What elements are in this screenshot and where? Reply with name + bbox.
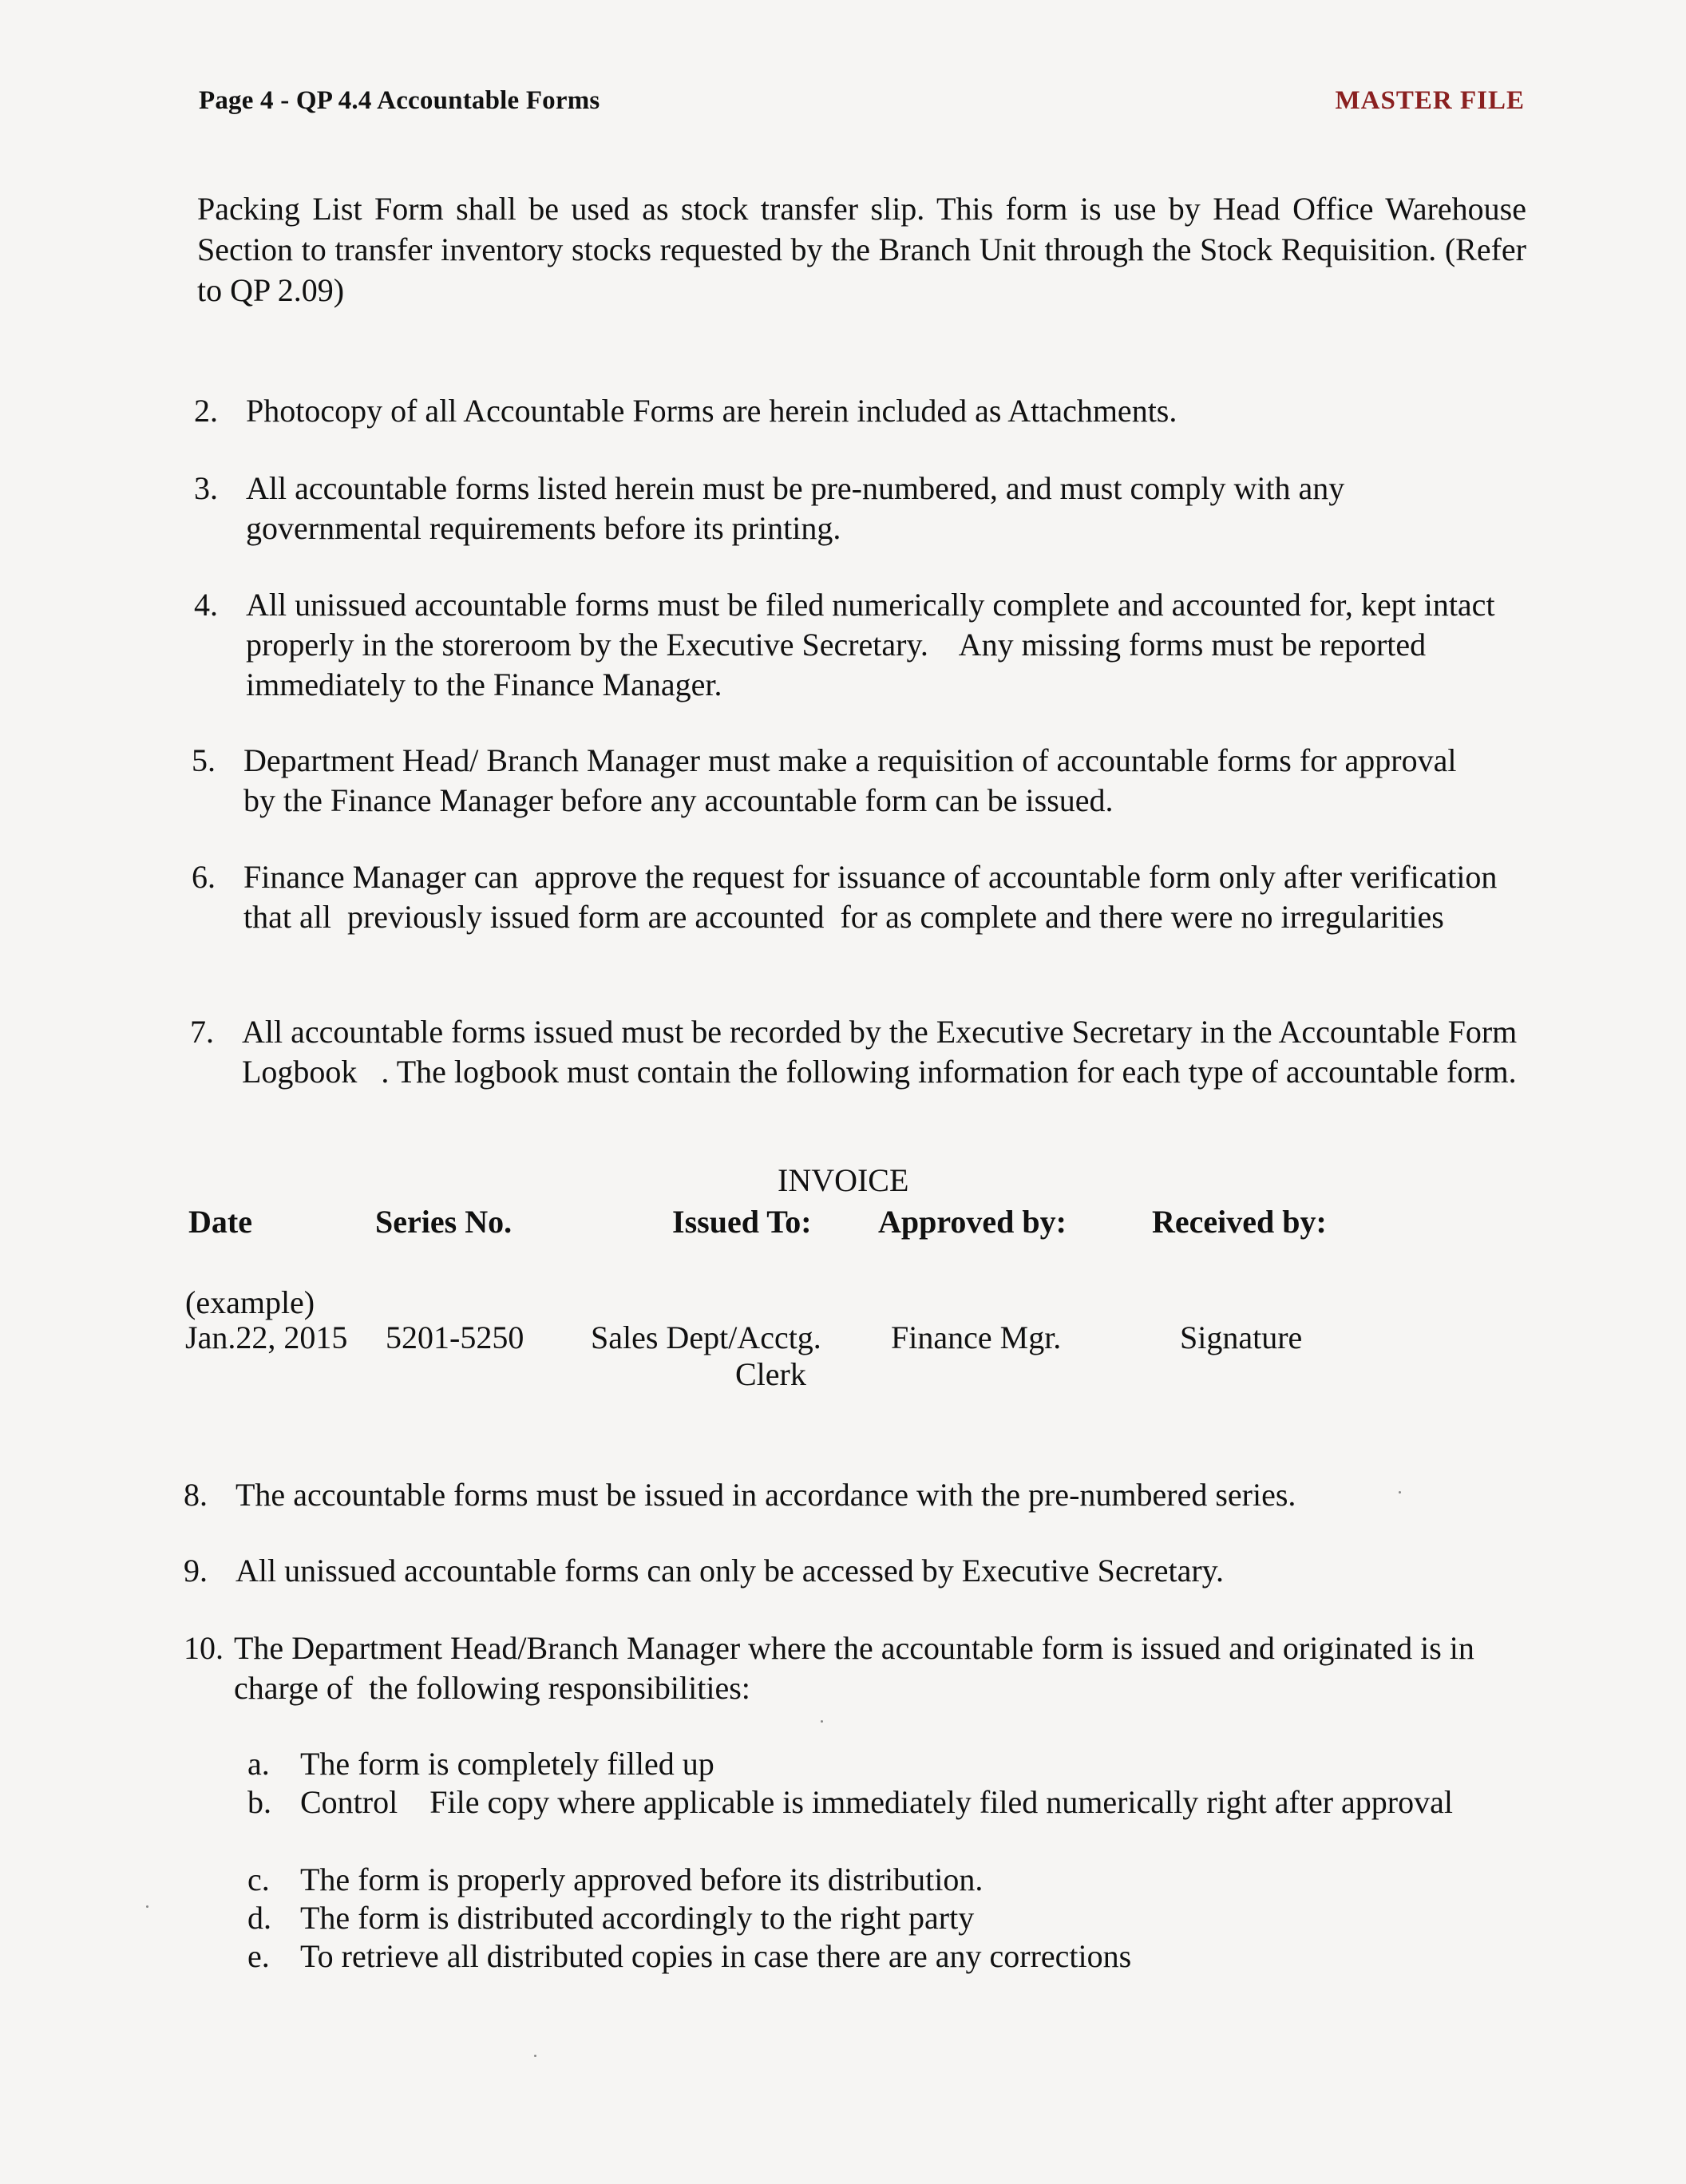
scan-speck (821, 1720, 823, 1723)
sub-item-letter: b. (247, 1784, 271, 1820)
scan-speck (146, 1905, 148, 1908)
item-number: 9. (184, 1553, 208, 1589)
cell-issued-to-continued: Clerk (735, 1356, 806, 1392)
sub-item-text: Control File copy where applicable is immediately filed numerically right after approval (300, 1784, 1453, 1820)
sub-item-letter: d. (247, 1900, 271, 1936)
cell-approved-by: Finance Mgr. (891, 1320, 1062, 1355)
sub-item-letter: c. (247, 1862, 270, 1897)
example-label: (example) (185, 1284, 315, 1320)
item-text: All unissued accountable forms can only be accessed by Executive Secretary. (235, 1553, 1225, 1589)
item-number: 7. (190, 1014, 214, 1050)
table-title: INVOICE (778, 1162, 909, 1198)
page-header-title: Page 4 - QP 4.4 Accountable Forms (199, 86, 600, 115)
sub-item-text: To retrieve all distributed copies in case there are any corrections (300, 1938, 1132, 1974)
column-header-series-no: Series No. (375, 1204, 513, 1240)
item-number: 8. (184, 1477, 208, 1513)
item-text: Photocopy of all Accountable Forms are herein included as Attachments. (246, 393, 1177, 429)
item-number: 3. (194, 470, 218, 506)
item-text: Department Head/ Branch Manager must make a requisition of accountable forms for approval by the Finance Manager before any accountable form can be issued. (243, 742, 1457, 818)
column-header-date: Date (188, 1204, 252, 1240)
column-header-issued-to: Issued To: (672, 1204, 812, 1240)
item-text: Finance Manager can approve the request for issuance of accountable form only after verification that all previously issued form are accounted for as complete and there were no irregularities (243, 859, 1506, 935)
sub-item-text: The form is distributed accordingly to the right party (300, 1900, 975, 1936)
master-file-label: MASTER FILE (1335, 86, 1525, 115)
cell-series-no: 5201-5250 (386, 1320, 524, 1355)
sub-item-letter: e. (247, 1938, 270, 1974)
item-number: 2. (194, 393, 218, 429)
cell-date: Jan.22, 2015 (185, 1320, 348, 1355)
column-header-approved-by: Approved by: (878, 1204, 1067, 1240)
cell-received-by: Signature (1180, 1320, 1303, 1355)
item-number: 5. (192, 742, 216, 778)
item-text: The accountable forms must be issued in accordance with the pre-numbered series. (235, 1477, 1296, 1513)
column-header-received-by: Received by: (1152, 1204, 1327, 1240)
item-text: All unissued accountable forms must be filed numerically complete and accounted for, kept intact properly in the storeroom by the Executive Secretary. Any missing forms must be reported immediately to the Finance Manager. (246, 587, 1503, 702)
sub-item-text: The form is completely filled up (300, 1746, 714, 1782)
cell-issued-to: Sales Dept/Acctg. (591, 1320, 821, 1355)
scan-speck (1399, 1491, 1401, 1494)
sub-item-letter: a. (247, 1746, 270, 1782)
item-text: All accountable forms issued must be recorded by the Executive Secretary in the Accountable Form Logbook . The logbook must contain the following information for each type of accountable form. (242, 1014, 1526, 1090)
item-number: 6. (192, 859, 216, 895)
item-number: 10. (184, 1630, 224, 1666)
sub-item-text: The form is properly approved before its distribution. (300, 1862, 984, 1897)
item-number: 4. (194, 587, 218, 623)
scan-speck (534, 2055, 536, 2057)
intro-paragraph: Packing List Form shall be used as stock transfer slip. This form is use by Head Office Warehouse Section to transfer inventory stocks requested by the Branch Unit through the Stock Requisition. (Refer to QP 2.09) (197, 191, 1526, 308)
item-text: The Department Head/Branch Manager where the accountable form is issued and originated is in charge of the following responsibilities: (234, 1630, 1482, 1706)
item-text: All accountable forms listed herein must be pre-numbered, and must comply with any governmental requirements before its printing. (246, 470, 1345, 546)
